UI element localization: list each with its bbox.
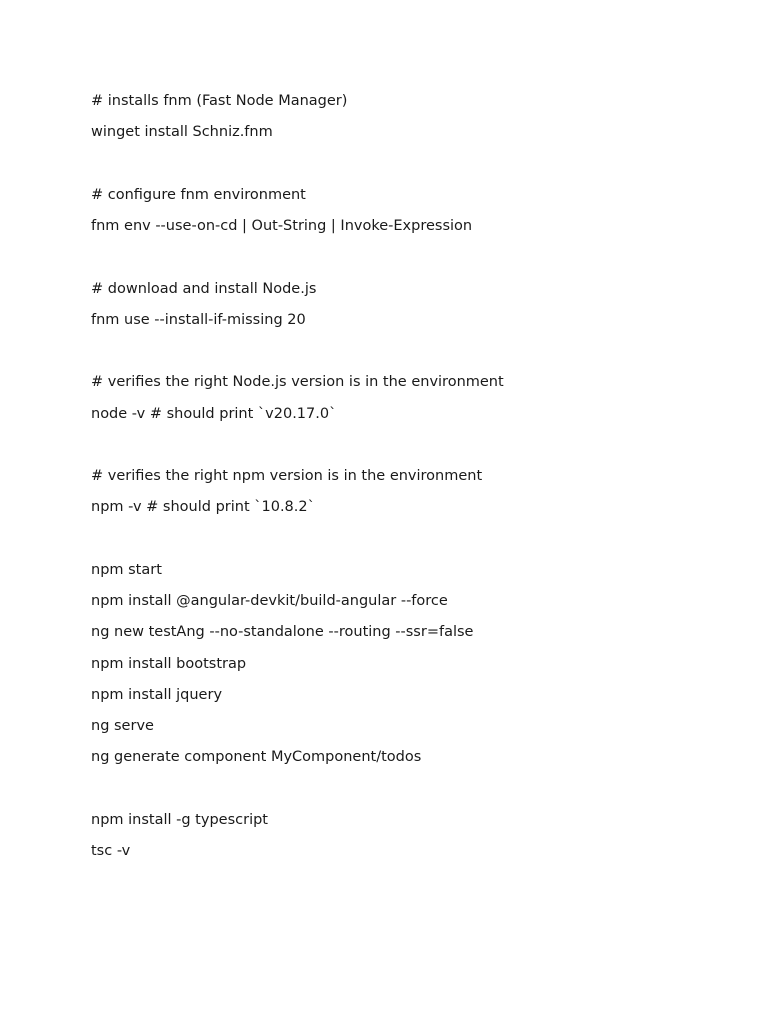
text-line: # installs fnm (Fast Node Manager) — [91, 93, 348, 109]
text-line: npm install @angular-devkit/build-angular --force — [91, 593, 448, 609]
text-line: fnm env --use-on-cd | Out-String | Invoke-Expression — [91, 218, 473, 234]
text-line: fnm use --install-if-missing 20 — [91, 311, 306, 328]
text-line: npm install bootstrap — [91, 655, 247, 672]
text-line: winget install Schniz.fnm — [91, 124, 273, 141]
text-line: # verifies the right npm version is in the environment — [91, 468, 483, 484]
text-line: # download and install Node.js — [91, 280, 317, 297]
text-line: tsc -v — [91, 843, 131, 859]
blank-line — [91, 777, 731, 808]
blank-line — [91, 152, 731, 183]
text-line: # configure fnm environment — [91, 186, 306, 203]
text-line: npm start — [91, 561, 162, 578]
document-page — [91, 89, 731, 870]
text-line: npm install -g typescript — [91, 811, 268, 828]
text-line: npm install jquery — [91, 686, 223, 703]
blank-line — [91, 433, 731, 464]
text-line: # verifies the right Node.js version is in the environment — [91, 374, 504, 391]
text-line: ng serve — [91, 718, 154, 734]
blank-line — [91, 527, 731, 558]
text-line: ng generate component MyComponent/todos — [91, 749, 422, 766]
text-line: npm -v # should print `10.8.2` — [91, 499, 315, 516]
text-line: ng new testAng --no-standalone --routing --ssr=false — [91, 624, 474, 641]
text-line: node -v # should print `v20.17.0` — [91, 405, 337, 422]
blank-line — [91, 245, 731, 276]
blank-line — [91, 339, 731, 370]
